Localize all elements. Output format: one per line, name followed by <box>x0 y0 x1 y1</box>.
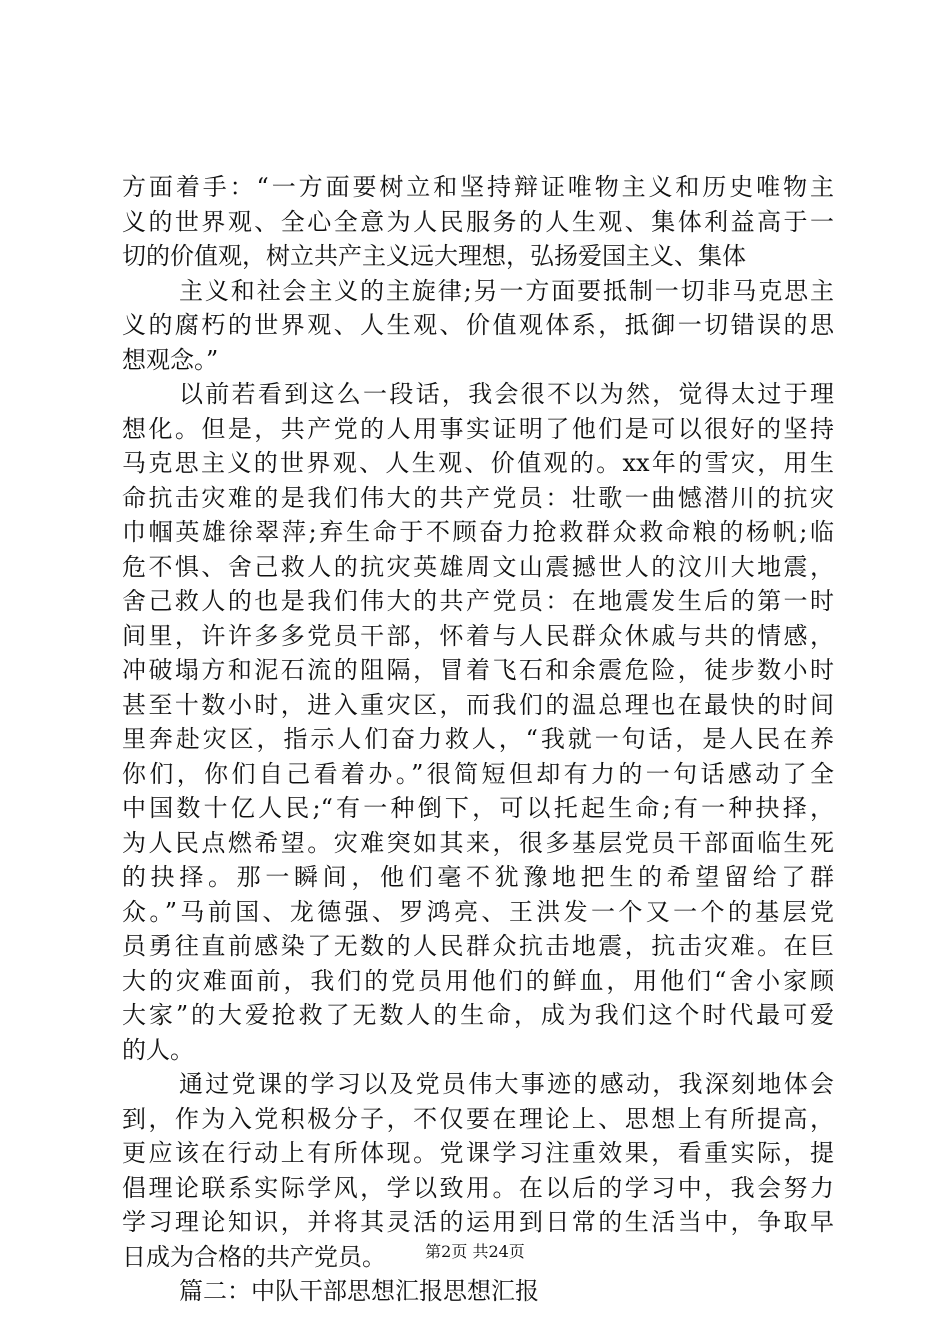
text-line: 的人。 <box>122 1035 194 1064</box>
text-line: 命抗击灾难的是我们伟大的共产党员：壮歌一曲憾潜川的抗灾 <box>122 483 834 512</box>
text-line: 里奔赴灾区，指示人们奋力救人，“我就一句话，是人民在养 <box>122 725 834 753</box>
text-line: 想化。但是，共产党的人用事实证明了他们是可以很好的坚持 <box>122 414 834 443</box>
document-body <box>122 170 834 1309</box>
text-line: 的抉择。那一瞬间，他们毫不犹豫地把生的希望留给了群 <box>122 863 834 891</box>
text-line: 切的价值观，树立共产主义远大理想，弘扬爱国主义、集体 <box>122 242 746 270</box>
text-line: 日成为合格的共产党员。 <box>122 1242 386 1271</box>
text-line: 义的世界观、全心全意为人民服务的人生观、集体利益高于一 <box>122 207 834 236</box>
text-line: 你们，你们自己看着办。”很简短但却有力的一句话感动了全 <box>122 759 834 788</box>
text-line: 大家”的大爱抢救了无数人的生命，成为我们这个时代最可爱 <box>122 1001 834 1029</box>
text-line: 为人民点燃希望。灾难突如其来，很多基层党员干部面临生死 <box>122 828 834 857</box>
text-line: 众。”马前国、龙德强、罗鸿亮、王洪发一个又一个的基层党 <box>122 897 834 926</box>
text-line: 到，作为入党积极分子，不仅要在理论上、思想上有所提高， <box>122 1104 834 1133</box>
text-line: 以前若看到这么一段话，我会很不以为然，觉得太过于理 <box>179 380 834 408</box>
text-line: 倡理论联系实际学风，学以致用。在以后的学习中，我会努力 <box>122 1173 834 1202</box>
text-line: 学习理论知识，并将其灵活的运用到日常的生活当中，争取早 <box>122 1208 834 1236</box>
text-line: 巾帼英雄徐翠萍;弃生命于不顾奋力抢救群众救命粮的杨帆;临 <box>122 518 834 546</box>
text-line: 甚至十数小时，进入重灾区，而我们的温总理也在最快的时间 <box>122 690 834 719</box>
text-line: 舍己救人的也是我们伟大的共产党员：在地震发生后的第一时 <box>122 587 834 615</box>
text-line: 更应该在行动上有所体现。党课学习注重效果，看重实际，提 <box>122 1139 834 1167</box>
section-heading: 篇二：中队干部思想汇报思想汇报 <box>179 1277 539 1305</box>
text-line: 通过党课的学习以及党员伟大事迹的感动，我深刻地体会 <box>179 1070 834 1098</box>
page-number-footer: 第2页 共24页 <box>425 1242 525 1261</box>
text-line: 大的灾难面前，我们的党员用他们的鲜血，用他们“舍小家顾 <box>122 966 834 995</box>
text-line: 危不惧、舍己救人的抗灾英雄周文山震撼世人的汶川大地震， <box>122 552 834 581</box>
text-line: 中国数十亿人民;“有一种倒下，可以托起生命;有一种抉择， <box>122 794 834 822</box>
text-line: 马克思主义的世界观、人生观、价值观的。xx年的雪灾，用生 <box>122 449 834 477</box>
text-line: 间里，许许多多党员干部，怀着与人民群众休戚与共的情感， <box>122 621 834 650</box>
text-line: 想观念。” <box>122 345 219 374</box>
text-line: 员勇往直前感染了无数的人民群众抗击地震，抗击灾难。在巨 <box>122 932 834 960</box>
text-line: 义的腐朽的世界观、人生观、价值观体系，抵御一切错误的思 <box>122 311 834 339</box>
text-line: 冲破塌方和泥石流的阻隔，冒着飞石和余震危险，徒步数小时 <box>122 656 834 684</box>
text-line: 方面着手：“一方面要树立和坚持辩证唯物主义和历史唯物主 <box>122 173 834 201</box>
text-line: 主义和社会主义的主旋律;另一方面要抵制一切非马克思主 <box>179 276 834 305</box>
